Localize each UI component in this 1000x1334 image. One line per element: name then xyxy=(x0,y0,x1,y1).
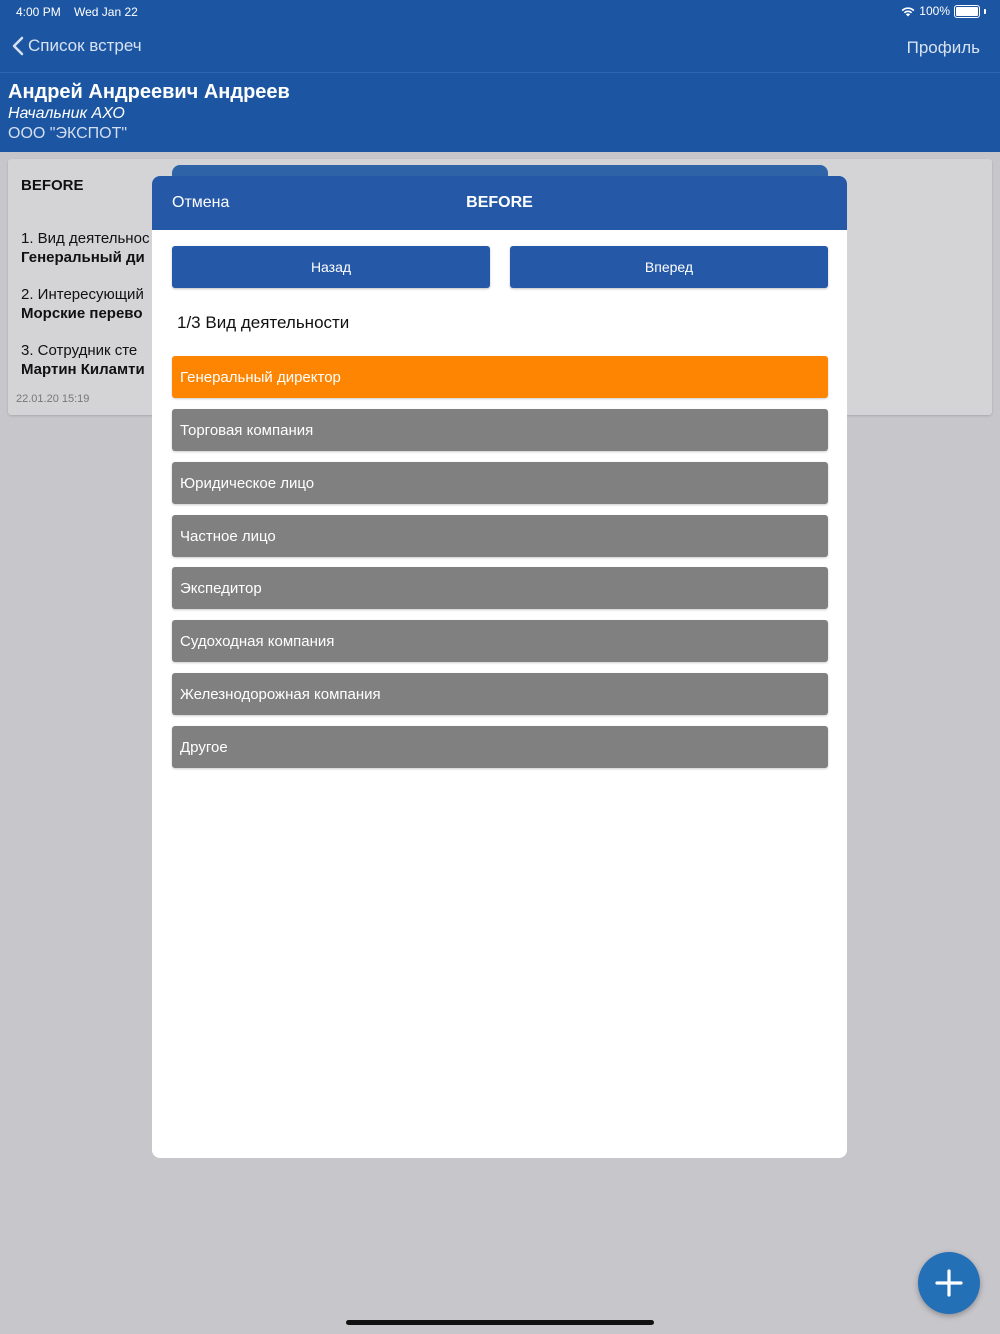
option-forwarder[interactable]: Экспедитор xyxy=(172,567,828,609)
card-answer: Мартин Киламти xyxy=(21,361,145,378)
home-indicator xyxy=(346,1320,654,1325)
back-button-label: Список встреч xyxy=(28,36,142,55)
top-bar xyxy=(0,0,1000,152)
back-button[interactable] xyxy=(12,36,142,56)
status-bar xyxy=(0,0,1000,24)
card-item xyxy=(21,229,149,267)
status-date: Wed Jan 22 xyxy=(74,5,138,19)
card-question: 3. Сотрудник сте xyxy=(21,342,138,359)
navigation-bar xyxy=(0,28,1000,72)
contact-company: ООО "ЭКСПОТ" xyxy=(8,125,128,142)
nav-divider xyxy=(0,72,1000,73)
chevron-left-icon xyxy=(12,36,24,56)
battery-nub xyxy=(984,9,986,14)
next-button[interactable]: Вперед xyxy=(510,246,828,288)
contact-header xyxy=(8,80,290,144)
profile-button[interactable]: Профиль xyxy=(906,38,980,57)
card-question: 1. Вид деятельнос xyxy=(21,230,150,247)
option-shipping-company[interactable]: Судоходная компания xyxy=(172,620,828,662)
contact-name: Андрей Андреевич Андреев xyxy=(8,81,290,103)
card-answer: Генеральный ди xyxy=(21,249,145,266)
status-right xyxy=(901,4,986,18)
battery-icon xyxy=(954,5,980,18)
card-item xyxy=(21,285,144,323)
card-timestamp: 22.01.20 15:19 xyxy=(16,393,90,405)
status-time: 4:00 PM xyxy=(16,5,61,19)
card-item xyxy=(21,341,145,379)
option-legal-entity[interactable]: Юридическое лицо xyxy=(172,462,828,504)
add-button[interactable] xyxy=(918,1252,980,1314)
option-other[interactable]: Другое xyxy=(172,726,828,768)
cancel-button[interactable]: Отмена xyxy=(172,194,230,211)
option-railway-company[interactable]: Железнодорожная компания xyxy=(172,673,828,715)
card-title: BEFORE xyxy=(21,177,84,194)
card-question: 2. Интересующий xyxy=(21,286,144,303)
option-trading-company[interactable]: Торговая компания xyxy=(172,409,828,451)
question-title: 1/3 Вид деятельности xyxy=(177,313,350,332)
option-general-director[interactable]: Генеральный директор xyxy=(172,356,828,398)
survey-modal xyxy=(152,176,847,1158)
contact-role: Начальник АХО xyxy=(8,105,125,122)
card-answer: Морские перево xyxy=(21,305,143,322)
wifi-icon xyxy=(901,6,915,17)
plus-icon xyxy=(934,1268,964,1298)
modal-header xyxy=(152,176,847,230)
battery-percent: 100% xyxy=(919,4,950,18)
previous-button[interactable]: Назад xyxy=(172,246,490,288)
option-private-person[interactable]: Частное лицо xyxy=(172,515,828,557)
modal-title: BEFORE xyxy=(466,194,533,211)
